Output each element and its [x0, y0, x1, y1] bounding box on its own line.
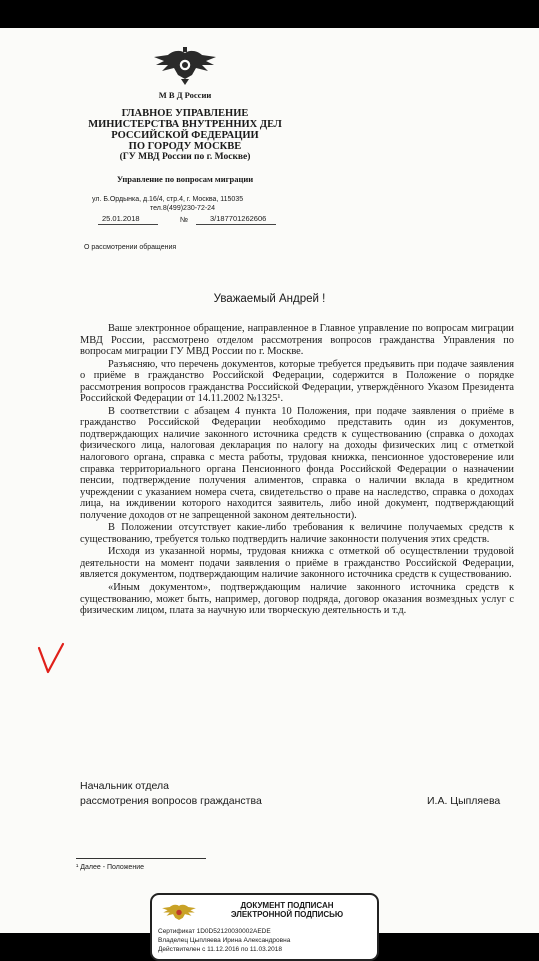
- org-line-1: ГЛАВНОЕ УПРАВЛЕНИЕ: [121, 108, 249, 119]
- org-line-5: (ГУ МВД России по г. Москве): [119, 152, 251, 162]
- stamp-title-line-1: ДОКУМЕНТ ПОДПИСАН: [240, 901, 334, 910]
- stamp-title-line-2: ЭЛЕКТРОННОЙ ПОДПИСЬЮ: [230, 910, 344, 919]
- stamp-owner: Владелец Цыпляева Ирина Александровна: [158, 937, 291, 944]
- date-underline: [98, 224, 158, 225]
- org-line-2: МИНИСТЕРСТВА ВНУТРЕННИХ ДЕЛ: [88, 119, 282, 130]
- signatory-position-line-2: рассмотрения вопросов гражданства: [80, 795, 262, 807]
- paragraph: В Положении отсутствует какие-либо требования к величине получаемых средств к существованию, требуется только подтвердить наличие законности получения этих средств.: [80, 522, 514, 545]
- org-line-3: РОССИЙСКОЙ ФЕДЕРАЦИИ: [111, 130, 259, 141]
- letter-page: [0, 28, 539, 953]
- letter-date: 25.01.2018: [102, 214, 140, 223]
- signatory-position-line-1: Начальник отдела: [80, 780, 169, 792]
- letter-subject: О рассмотрении обращения: [84, 244, 177, 251]
- address-line-1: ул. Б.Ордынка, д.16/4, стр.4, г. Москва, 115035: [92, 196, 244, 203]
- org-line-4: ПО ГОРОДУ МОСКВЕ: [128, 141, 242, 152]
- number-label: №: [180, 215, 189, 224]
- address-line-2: тел.8(499)230-72-24: [150, 205, 215, 212]
- red-check-mark: [36, 642, 66, 678]
- stamp-validity: Действителен с 11.12.2016 по 11.03.2018: [158, 946, 282, 953]
- paragraph: Разъясняю, что перечень документов, которые требуется предъявить при подаче заявления о приёме в гражданство Российской Федерации, содержится в Положение о порядке рассмотрения вопросов гражданства Российской Федерации, утверждённого Указом Президента Российской Федерации от 14.11.2002 №1325¹.: [80, 358, 514, 405]
- signatory-name: И.А. Цыпляева: [427, 795, 501, 807]
- electronic-signature-stamp: [150, 893, 379, 961]
- number-underline: [196, 224, 276, 225]
- letter-number: 3/187701262606: [210, 214, 267, 223]
- footnote: ¹ Далее - Положение: [76, 864, 144, 871]
- paragraph: «Иным документом», подтверждающим наличие законного источника средств к существованию, может быть, например, договор подряда, договор оказания возмездных услуг с физическим лицом, плата за научную или творческую деятельность и т.д.: [80, 582, 514, 617]
- stamp-certificate: Сертификат 1D0D52120030002AEDE: [158, 928, 271, 935]
- double-headed-eagle-icon: [160, 901, 198, 925]
- footnote-separator: [76, 858, 206, 859]
- org-short-name: М В Д России: [158, 90, 212, 100]
- double-headed-eagle-emblem: [150, 45, 220, 87]
- letter-body: [80, 323, 514, 618]
- paragraph: Ваше электронное обращение, направленное в Главное управление по вопросам миграции МВД России, рассмотрено отделом рассмотрения вопросов гражданства Управления по вопросам миграции ГУ МВД России по г. Москве.: [80, 323, 514, 358]
- stamp-title: [207, 901, 367, 919]
- paragraph: Исходя из указанной нормы, трудовая книжка с отметкой об осуществлении трудовой деятельности на момент подачи заявления о приёме в гражданство Российской Федерации, является документом, подтверждающим наличие законного источника средств к существованию.: [80, 546, 514, 581]
- greeting: Уважаемый Андрей !: [213, 293, 326, 305]
- department-name: Управление по вопросам миграции: [116, 174, 254, 184]
- paragraph: В соответствии с абзацем 4 пункта 10 Положения, при подаче заявления о приёме в гражданство Российской Федерации необходимо представить один из документов, подтверждающих наличие законного источника средств к существованию (справка о доходах физического лица, налоговая декларация по налогу на доходы физических лиц с отметкой налогового органа, справка с места работы, трудовая книжка, пенсионное удостоверение или справка территориального органа Пенсионного фонда Российской Федерации о назначении пенсии, подтверждение получения алиментов, справка о наличии вклада в кредитном учреждении с указанием номера счета, свидетельство о праве на наследство, справка о доходах лица, на иждивении которого находится заявитель, либо иной документ, подтверждающий получение доходов от не запрещенной законом деятельности).: [80, 405, 514, 521]
